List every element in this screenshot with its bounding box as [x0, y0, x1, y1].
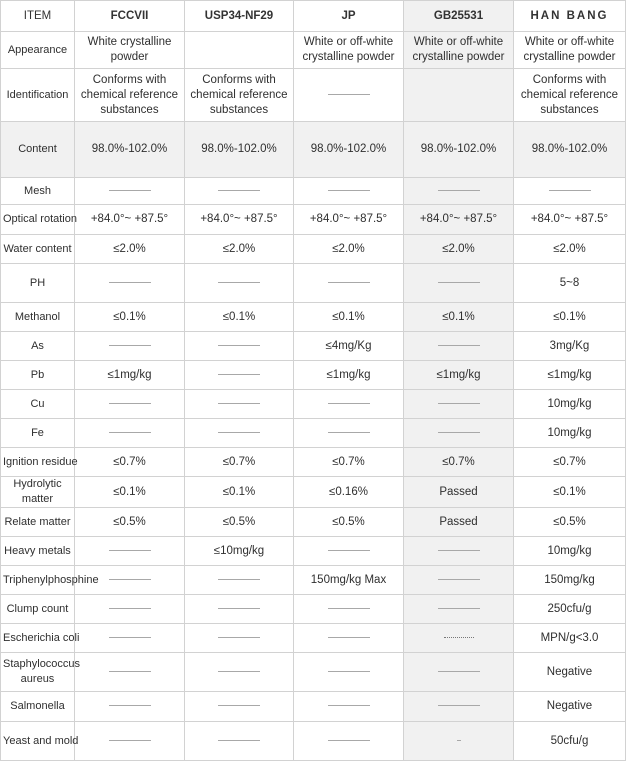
item-label-mesh: Mesh: [1, 178, 75, 205]
cell-fccvii: [75, 508, 185, 537]
cell-value: Negative: [546, 665, 593, 678]
table-row: [1, 508, 626, 537]
cell-fccvii: [75, 448, 185, 477]
table-row: [1, 32, 626, 69]
cell-value: 98.0%-102.0%: [531, 143, 608, 155]
cell-gb25531: [404, 69, 514, 122]
empty-dash: [328, 190, 370, 191]
cell-han-bang: [514, 624, 626, 653]
cell-usp34-nf29: [185, 595, 294, 624]
item-label-ignition-residue: Ignition residue: [1, 448, 75, 477]
item-label-identification: Identification: [1, 69, 75, 122]
cell-jp: [294, 303, 404, 332]
empty-dash: [218, 671, 260, 672]
cell-jp: [294, 508, 404, 537]
cell-gb25531: [404, 303, 514, 332]
cell-value: +84.0°~ +87.5°: [419, 213, 498, 225]
item-label-water-content: Water content: [1, 235, 75, 264]
cell-gb25531: [404, 692, 514, 722]
cell-han-bang: [514, 303, 626, 332]
table-row: [1, 205, 626, 235]
table-row: [1, 122, 626, 178]
cell-value: ≤0.5%: [222, 515, 256, 528]
item-label-escherichia-coli: Escherichia coli: [1, 624, 75, 653]
empty-dash: [549, 190, 591, 191]
cell-gb25531: [404, 264, 514, 303]
cell-han-bang: [514, 32, 626, 69]
cell-value: ≤0.7%: [332, 455, 365, 468]
cell-usp34-nf29: [185, 361, 294, 390]
empty-dash: [328, 403, 370, 404]
empty-dash: [109, 282, 151, 283]
cell-usp34-nf29: [185, 332, 294, 361]
cell-fccvii: [75, 477, 185, 508]
cell-han-bang: [514, 595, 626, 624]
column-header-han-bang: HAN BANG: [514, 1, 626, 32]
cell-value: ≤0.1%: [332, 310, 365, 323]
item-label-staphylococcus-aureus: Staphylococcus aureus: [1, 653, 75, 692]
cell-jp: [294, 69, 404, 122]
cell-value: ≤0.1%: [222, 310, 256, 323]
cell-jp: [294, 448, 404, 477]
empty-dash: [109, 403, 151, 404]
cell-value: +84.0°~ +87.5°: [200, 213, 278, 225]
empty-dash: [218, 345, 260, 346]
cell-value: +84.0°~ +87.5°: [309, 213, 388, 225]
empty-dash: [218, 579, 260, 580]
cell-value: ≤2.0%: [442, 242, 475, 255]
cell-value: ≤0.1%: [442, 310, 475, 323]
empty-dash: [109, 432, 151, 433]
column-header-fccvii: FCCVII: [75, 1, 185, 32]
cell-usp34-nf29: [185, 508, 294, 537]
cell-value: 5~8: [559, 276, 580, 289]
cell-fccvii: [75, 537, 185, 566]
empty-dash: [438, 671, 480, 672]
cell-jp: [294, 624, 404, 653]
cell-gb25531: [404, 508, 514, 537]
cell-value: 10mg/kg: [547, 544, 592, 557]
cell-han-bang: [514, 390, 626, 419]
item-label-salmonella: Salmonella: [1, 692, 75, 722]
empty-dash: [328, 637, 370, 638]
cell-gb25531: [404, 477, 514, 508]
table-row: [1, 692, 626, 722]
item-label-optical-rotation: Optical rotation: [1, 205, 75, 235]
cell-value: ≤0.7%: [113, 455, 146, 468]
cell-jp: [294, 722, 404, 761]
table-row: [1, 537, 626, 566]
cell-jp: [294, 419, 404, 448]
cell-value: ≤0.1%: [113, 485, 146, 498]
cell-usp34-nf29: [185, 419, 294, 448]
cell-usp34-nf29: [185, 624, 294, 653]
table-row: [1, 69, 626, 122]
cell-usp34-nf29: [185, 653, 294, 692]
cell-value: +84.0°~ +87.5°: [90, 213, 169, 225]
empty-dash: [218, 608, 260, 609]
empty-dash: [109, 190, 151, 191]
table-row: [1, 264, 626, 303]
cell-jp: [294, 390, 404, 419]
cell-usp34-nf29: [185, 235, 294, 264]
empty-dash: [328, 550, 370, 551]
item-label-pb: Pb: [1, 361, 75, 390]
cell-value: Passed: [439, 485, 478, 498]
cell-value: ≤0.1%: [113, 310, 146, 323]
cell-jp: [294, 653, 404, 692]
cell-value: White or off-white crystalline powder: [412, 36, 505, 63]
cell-value: 10mg/kg: [547, 426, 592, 439]
cell-value: 50cfu/g: [550, 734, 589, 747]
cell-value: ≤10mg/kg: [213, 544, 265, 557]
cell-fccvii: [75, 122, 185, 178]
table-row: [1, 332, 626, 361]
item-label-ph: PH: [1, 264, 75, 303]
cell-fccvii: [75, 332, 185, 361]
empty-dash: [109, 608, 151, 609]
cell-gb25531: [404, 178, 514, 205]
cell-value: Negative: [546, 700, 593, 712]
column-header-usp: USP34-NF29: [185, 1, 294, 32]
cell-gb25531: [404, 235, 514, 264]
empty-dash: [457, 740, 461, 741]
cell-usp34-nf29: [185, 566, 294, 595]
cell-gb25531: [404, 537, 514, 566]
cell-fccvii: [75, 178, 185, 205]
cell-han-bang: [514, 566, 626, 595]
cell-value: White or off-white crystalline powder: [302, 36, 395, 63]
cell-jp: [294, 205, 404, 235]
cell-value: 3mg/Kg: [549, 339, 590, 352]
cell-usp34-nf29: [185, 477, 294, 508]
cell-value: ≤0.5%: [113, 515, 146, 528]
cell-fccvii: [75, 419, 185, 448]
empty-dash: [218, 374, 260, 375]
cell-gb25531: [404, 32, 514, 69]
table-row: [1, 178, 626, 205]
empty-dash: [438, 608, 480, 609]
cell-han-bang: [514, 722, 626, 761]
table-row: [1, 361, 626, 390]
table-row: [1, 235, 626, 264]
cell-fccvii: [75, 361, 185, 390]
cell-value: Conforms with chemical reference substances: [520, 73, 619, 116]
empty-dash: [109, 345, 151, 346]
cell-jp: [294, 178, 404, 205]
empty-dash: [328, 740, 370, 741]
cell-value: ≤4mg/Kg: [325, 339, 372, 352]
item-label-cu: Cu: [1, 390, 75, 419]
table-row: [1, 448, 626, 477]
cell-usp34-nf29: [185, 448, 294, 477]
table-row: [1, 566, 626, 595]
cell-value: Conforms with chemical reference substances: [190, 73, 288, 116]
cell-han-bang: [514, 235, 626, 264]
cell-fccvii: [75, 205, 185, 235]
cell-fccvii: [75, 264, 185, 303]
empty-dash: [438, 190, 480, 191]
item-label-appearance: Appearance: [1, 32, 75, 69]
cell-han-bang: [514, 332, 626, 361]
empty-dash: [328, 705, 370, 706]
cell-usp34-nf29: [185, 537, 294, 566]
cell-gb25531: [404, 122, 514, 178]
cell-value: Passed: [439, 515, 478, 528]
cell-gb25531: [404, 448, 514, 477]
item-label-as: As: [1, 332, 75, 361]
empty-dash: [438, 432, 480, 433]
cell-han-bang: [514, 178, 626, 205]
cell-fccvii: [75, 390, 185, 419]
table-row: [1, 624, 626, 653]
cell-usp34-nf29: [185, 303, 294, 332]
column-header-gb25531: GB25531: [404, 1, 514, 32]
cell-han-bang: [514, 537, 626, 566]
item-label-relate-matter: Relate matter: [1, 508, 75, 537]
cell-jp: [294, 692, 404, 722]
cell-value: 98.0%-102.0%: [310, 143, 387, 155]
cell-value: ≤2.0%: [222, 242, 256, 255]
item-label-yeast-and-mold: Yeast and mold: [1, 722, 75, 761]
cell-fccvii: [75, 653, 185, 692]
cell-fccvii: [75, 32, 185, 69]
column-header-jp: JP: [294, 1, 404, 32]
header-row: [1, 1, 626, 32]
item-label-methanol: Methanol: [1, 303, 75, 332]
empty-dash: [438, 579, 480, 580]
cell-fccvii: [75, 595, 185, 624]
cell-value: ≤0.1%: [553, 310, 586, 323]
item-label-heavy-metals: Heavy metals: [1, 537, 75, 566]
cell-value: ≤1mg/kg: [436, 368, 481, 381]
cell-fccvii: [75, 69, 185, 122]
table-row: [1, 595, 626, 624]
empty-dash: [328, 671, 370, 672]
cell-usp34-nf29: [185, 722, 294, 761]
cell-jp: [294, 32, 404, 69]
cell-value: ≤0.7%: [442, 455, 475, 468]
cell-value: ≤2.0%: [332, 242, 365, 255]
cell-usp34-nf29: [185, 264, 294, 303]
cell-han-bang: [514, 361, 626, 390]
empty-dash: [109, 637, 151, 638]
empty-dash: [438, 282, 480, 283]
cell-gb25531: [404, 419, 514, 448]
cell-value: ≤0.7%: [222, 455, 256, 468]
cell-value: MPN/g<3.0: [540, 631, 599, 644]
cell-gb25531: [404, 595, 514, 624]
empty-dash: [218, 403, 260, 404]
table-row: [1, 390, 626, 419]
cell-jp: [294, 595, 404, 624]
empty-dash: [438, 345, 480, 346]
column-header-item: ITEM: [1, 1, 75, 32]
empty-dash: [109, 579, 151, 580]
cell-usp34-nf29: [185, 32, 294, 69]
cell-value: 98.0%-102.0%: [420, 143, 497, 155]
cell-value: 98.0%-102.0%: [91, 143, 168, 155]
cell-han-bang: [514, 264, 626, 303]
cell-jp: [294, 235, 404, 264]
cell-han-bang: [514, 692, 626, 722]
cell-fccvii: [75, 624, 185, 653]
cell-value: 10mg/kg: [547, 397, 592, 410]
cell-fccvii: [75, 722, 185, 761]
cell-value: 98.0%-102.0%: [201, 143, 277, 155]
empty-dash: [218, 705, 260, 706]
cell-value: 250cfu/g: [547, 602, 592, 615]
table-row: [1, 722, 626, 761]
item-label-fe: Fe: [1, 419, 75, 448]
cell-gb25531: [404, 722, 514, 761]
cell-gb25531: [404, 653, 514, 692]
cell-han-bang: [514, 69, 626, 122]
empty-dash: [109, 705, 151, 706]
table-row: [1, 303, 626, 332]
cell-value: ≤2.0%: [113, 242, 146, 255]
cell-value: 150mg/kg: [544, 573, 595, 586]
item-label-hydrolytic-matter: Hydrolytic matter: [1, 477, 75, 508]
cell-jp: [294, 566, 404, 595]
cell-value: White or off-white crystalline powder: [523, 36, 616, 63]
item-label-triphenylphosphine: Triphenylphosphine: [1, 566, 75, 595]
empty-dash: [328, 94, 370, 95]
cell-han-bang: [514, 508, 626, 537]
empty-dash: [109, 671, 151, 672]
cell-usp34-nf29: [185, 178, 294, 205]
cell-value: ≤0.1%: [553, 485, 586, 498]
cell-han-bang: [514, 477, 626, 508]
cell-usp34-nf29: [185, 390, 294, 419]
cell-han-bang: [514, 419, 626, 448]
cell-gb25531: [404, 361, 514, 390]
empty-dash: [218, 637, 260, 638]
cell-value: ≤0.7%: [553, 455, 586, 468]
cell-fccvii: [75, 692, 185, 722]
cell-gb25531: [404, 624, 514, 653]
cell-value: ≤1mg/kg: [107, 368, 152, 381]
cell-value: 150mg/kg Max: [310, 573, 387, 586]
empty-dash: [218, 282, 260, 283]
cell-jp: [294, 477, 404, 508]
empty-dash: [218, 432, 260, 433]
cell-value: Conforms with chemical reference substances: [80, 73, 179, 116]
empty-dash: [438, 403, 480, 404]
cell-value: +84.0°~ +87.5°: [530, 213, 609, 225]
cell-value: ≤0.16%: [329, 485, 368, 498]
cell-value: ≤0.5%: [553, 515, 586, 528]
item-label-content: Content: [1, 122, 75, 178]
empty-dash: [438, 705, 480, 706]
table-row: [1, 477, 626, 508]
empty-dash: [328, 608, 370, 609]
cell-usp34-nf29: [185, 122, 294, 178]
cell-gb25531: [404, 205, 514, 235]
empty-dash: [109, 740, 151, 741]
cell-usp34-nf29: [185, 69, 294, 122]
cell-jp: [294, 361, 404, 390]
cell-value: ≤1mg/kg: [326, 368, 371, 381]
cell-gb25531: [404, 390, 514, 419]
cell-han-bang: [514, 122, 626, 178]
empty-dash: [218, 740, 260, 741]
cell-han-bang: [514, 653, 626, 692]
table-row: [1, 653, 626, 692]
cell-jp: [294, 332, 404, 361]
cell-jp: [294, 264, 404, 303]
table-row: [1, 419, 626, 448]
cell-gb25531: [404, 332, 514, 361]
cell-usp34-nf29: [185, 205, 294, 235]
cell-value: ≤2.0%: [553, 242, 586, 255]
empty-dash: [328, 282, 370, 283]
empty-dash: [109, 550, 151, 551]
empty-dash: [444, 637, 474, 638]
empty-dash: [328, 432, 370, 433]
cell-jp: [294, 537, 404, 566]
cell-gb25531: [404, 566, 514, 595]
empty-dash: [218, 190, 260, 191]
cell-han-bang: [514, 448, 626, 477]
cell-value: White crystalline powder: [87, 36, 172, 63]
cell-value: ≤0.5%: [332, 515, 365, 528]
cell-fccvii: [75, 303, 185, 332]
cell-usp34-nf29: [185, 692, 294, 722]
cell-jp: [294, 122, 404, 178]
cell-value: ≤0.1%: [222, 485, 256, 498]
cell-han-bang: [514, 205, 626, 235]
empty-dash: [438, 550, 480, 551]
cell-fccvii: [75, 235, 185, 264]
cell-value: ≤1mg/kg: [547, 368, 592, 381]
item-label-clump-count: Clump count: [1, 595, 75, 624]
